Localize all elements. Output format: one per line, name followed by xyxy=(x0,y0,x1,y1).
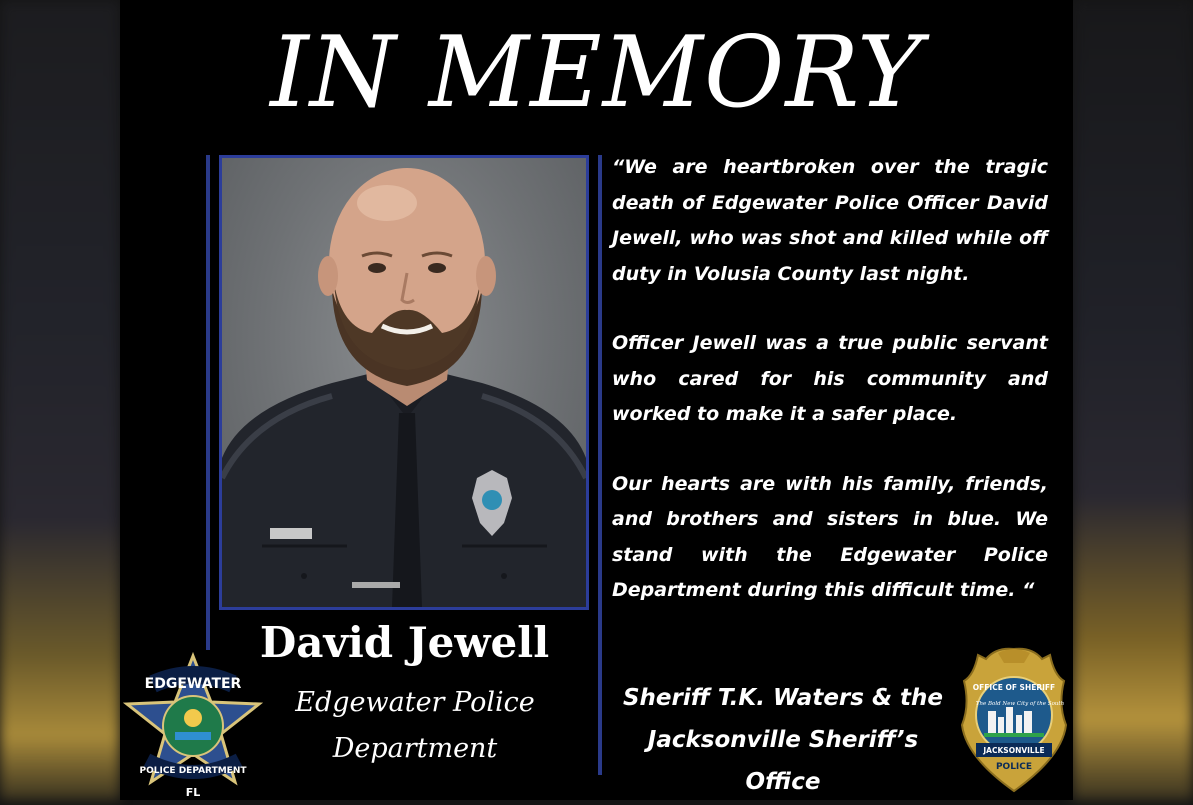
edgewater-police-badge-icon xyxy=(123,652,263,800)
officer-portrait-illustration xyxy=(222,158,586,607)
signature-line-2: Jacksonville Sheriff’s Office xyxy=(647,727,919,795)
quote-paragraph-3: Our hearts are with his family, friends, and brothers and sisters in blue. We stand with the Edgewater Police Department during this difficult time. “ xyxy=(612,472,1048,601)
badge-right-motto-text: The Bold New City of the South xyxy=(975,701,1065,707)
divider-right xyxy=(598,155,602,775)
officer-portrait xyxy=(219,155,589,610)
badge-left-top-text: EDGEWATER xyxy=(144,676,242,692)
background-blur-left xyxy=(0,0,120,800)
quote-paragraph-1: “We are heartbroken over the tragic death of Edgewater Police Officer David Jewell, who was shot and killed while off duty in Volusia County last night. xyxy=(612,156,1048,285)
department-line-2: Department xyxy=(332,733,498,764)
signature-line-1: Sheriff T.K. Waters & the xyxy=(622,685,943,711)
divider-left xyxy=(206,155,210,650)
quote-paragraph-2: Officer Jewell was a true public servant who cared for his community and worked to make it a safer place. xyxy=(612,332,1048,425)
memorial-card xyxy=(120,0,1073,800)
badge-left-bottom-text: POLICE DEPARTMENT xyxy=(139,766,247,776)
badge-right-city-text: JACKSONVILLE xyxy=(983,746,1045,755)
officer-name: David Jewell xyxy=(259,618,550,667)
memorial-quote xyxy=(612,150,1048,643)
department-line-1: Edgewater Police xyxy=(295,687,535,718)
page-title: IN MEMORY xyxy=(270,16,923,130)
badge-right-bottom-text: POLICE xyxy=(995,762,1033,772)
officer-department xyxy=(255,680,575,772)
jacksonville-sheriff-badge-icon xyxy=(958,645,1070,795)
badge-right-top-text: OFFICE OF SHERIFF xyxy=(972,683,1056,692)
badge-left-state-text: FL xyxy=(185,786,201,799)
signature xyxy=(608,677,958,803)
background-blur-right xyxy=(1073,0,1193,800)
